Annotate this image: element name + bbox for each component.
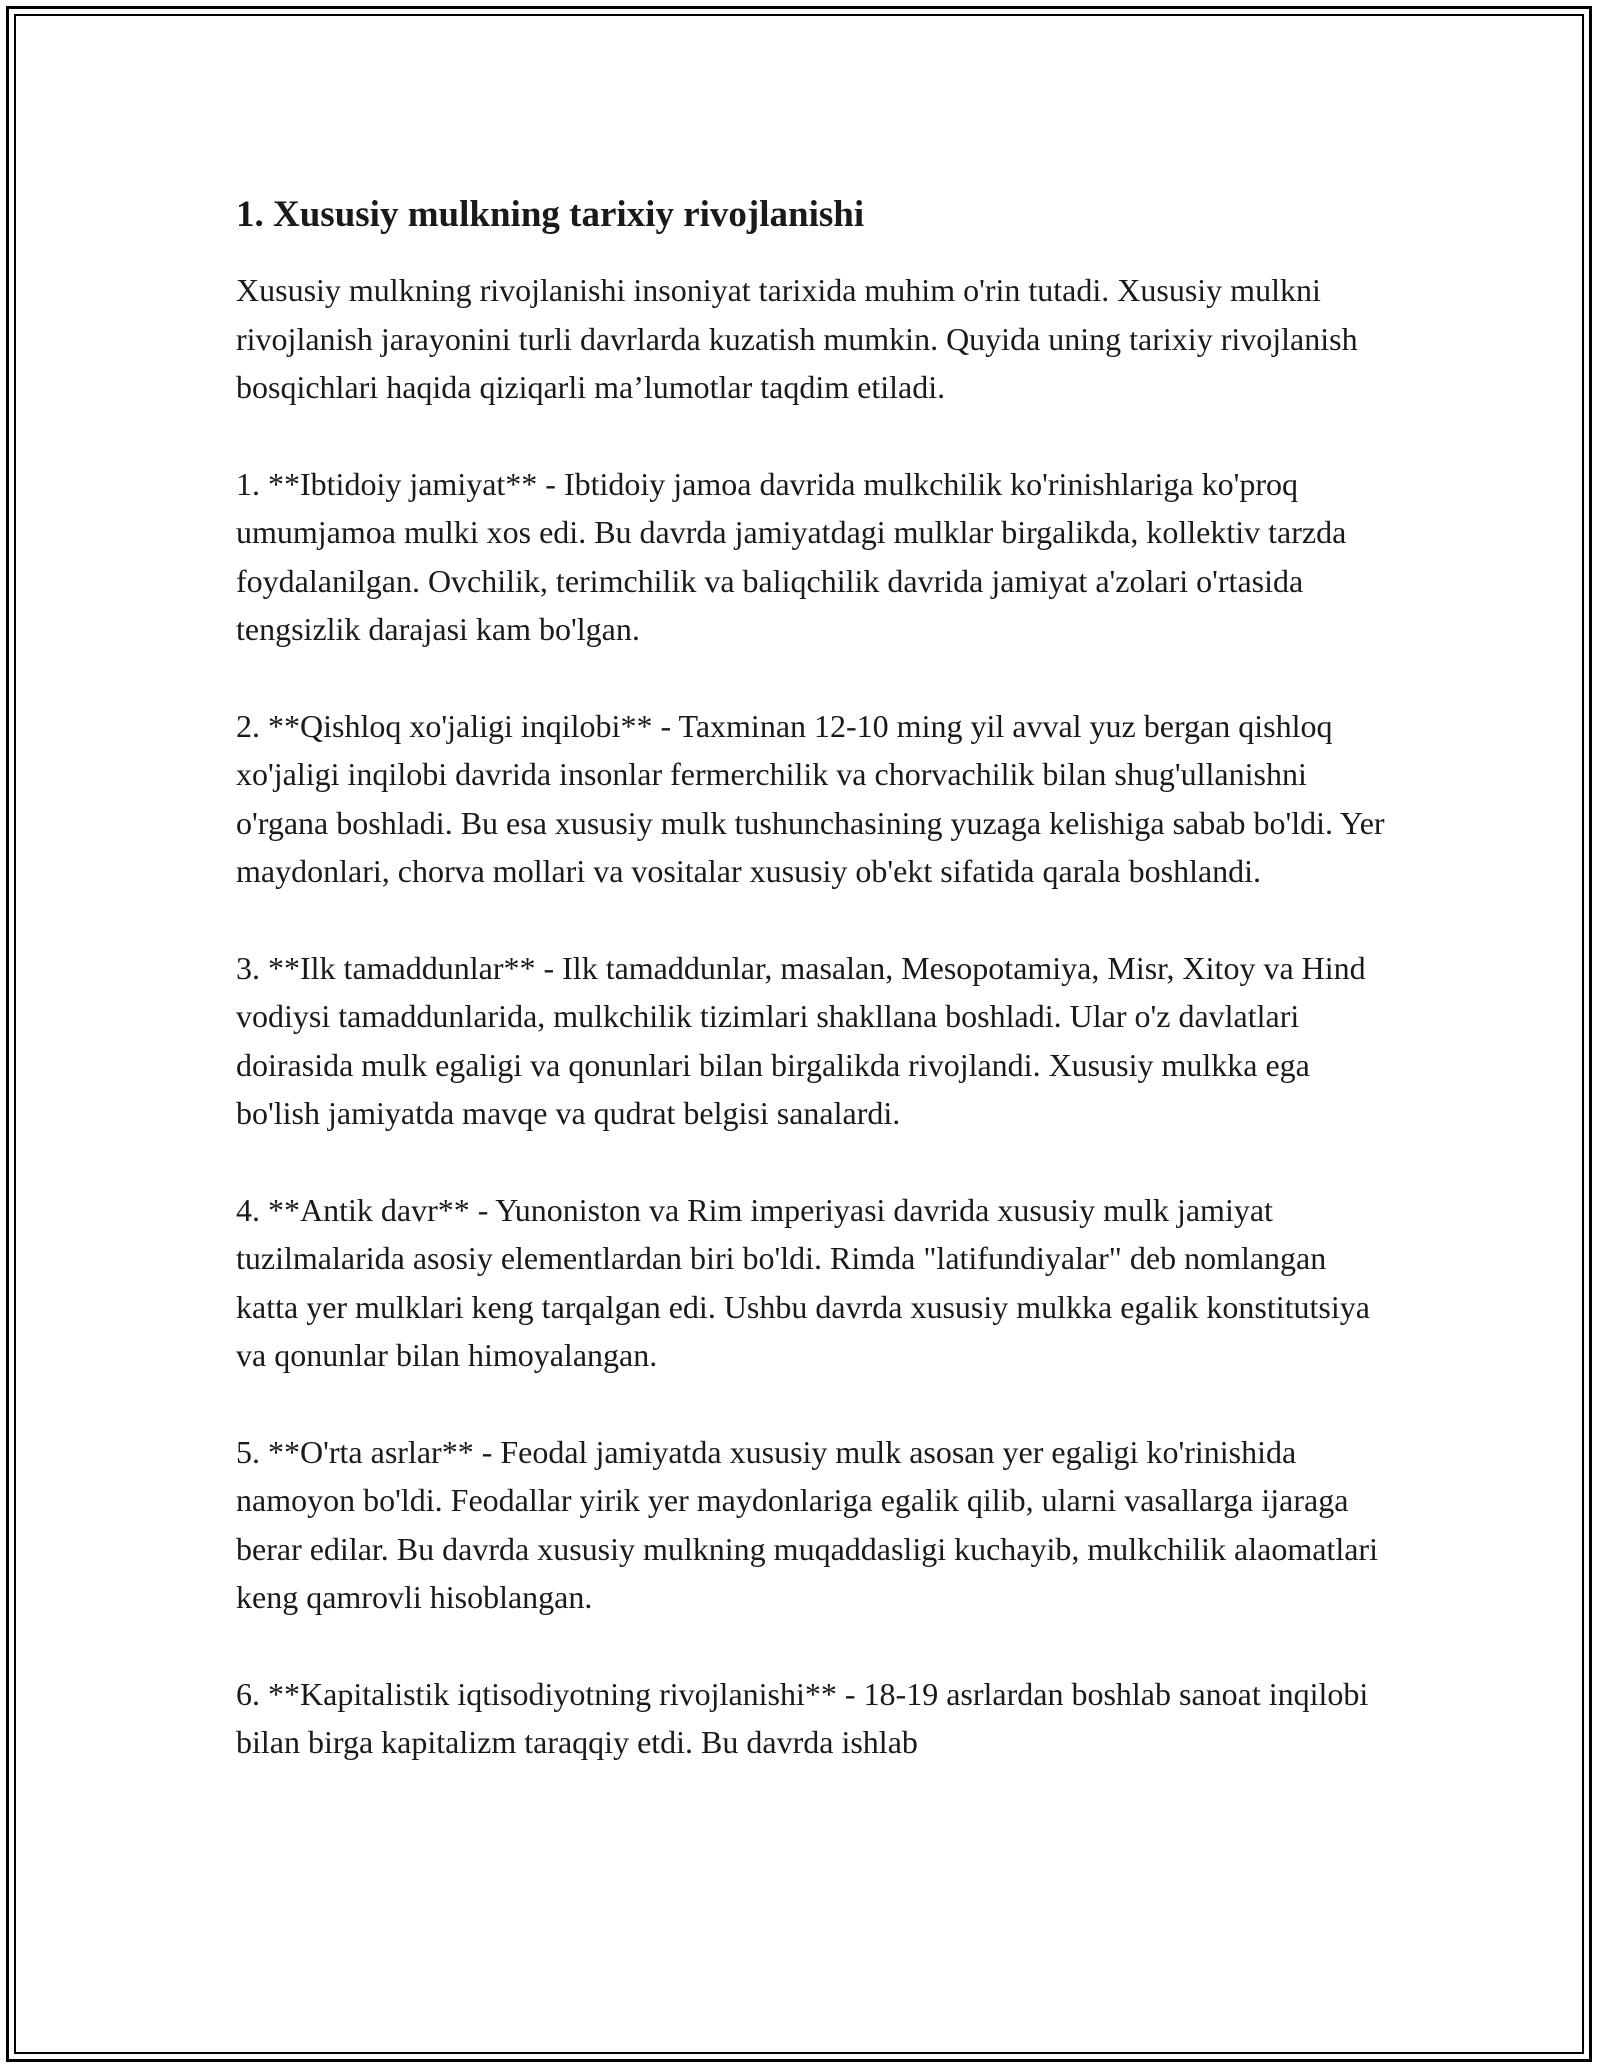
stage-paragraph-ilk-tamaddunlar: 3. **Ilk tamaddunlar** - Ilk tamaddunlar, masalan, Mesopotamiya, Misr, Xitoy va Hind vodiysi tamaddunlarida, mulkchilik tizimlari shakllana boshladi. Ular o'z davlatlari doirasida mulk egaligi va qonunlari bilan birgalikda rivojlandi. Xususiy mulkka ega bo'lish jamiyatda mavqe va qudrat belgisi sanalardi. [236,949,1366,1131]
stage-paragraph-orta-asrlar: 5. **O'rta asrlar** - Feodal jamiyatda xususiy mulk asosan yer egaligi ko'rinishida namoyon bo'ldi. Feodallar yirik yer maydonlariga egalik qilib, ularni vasallarga ijaraga berar edilar. Bu davrda xususiy mulkning muqaddasligi kuchayib, mulkchilik alaomatlari keng qamrovli hisoblangan. [236,1433,1378,1615]
stage-paragraph-antik-davr: 4. **Antik davr** - Yunoniston va Rim imperiyasi davrida xususiy mulk jamiyat tuzilmalarida asosiy elementlardan biri bo'ldi. Rimda "latifundiyalar" deb nomlangan katta yer mulklari keng tarqalgan edi. Ushbu davrda xususiy mulkka egalik konstitutsiya va qonunlar bilan himoyalangan. [236,1191,1370,1373]
stage-paragraph-kapitalizm: 6. **Kapitalistik iqtisodiyotning rivojlanishi** - 18-19 asrlardan boshlab sanoat inqilobi bilan birga kapitalizm taraqqiy etdi. Bu davrda ishlab [236,1675,1369,1760]
intro-paragraph: Xususiy mulkning rivojlanishi insoniyat tarixida muhim o'rin tutadi. Xususiy mulkni rivojlanish jarayonini turli davrlarda kuzatish mumkin. Quyida uning tarixiy rivojlanish bosqichlari haqida qiziqarli ma’lumotlar taqdim etiladi. [236,272,1358,405]
section-heading: 1. Xususiy mulkning tarixiy rivojlanishi [236,194,865,235]
stage-paragraph-qishloq-xojaligi: 2. **Qishloq xo'jaligi inqilobi** - Taxminan 12-10 ming yil avval yuz bergan qishloq xo'jaligi inqilobi davrida insonlar fermerchilik va chorvachilik bilan shug'ullanishni o'rgana boshladi. Bu esa xususiy mulk tushunchasining yuzaga kelishiga sabab bo'ldi. Yer maydonlari, chorva mollari va vositalar xususiy ob'ekt sifatida qarala boshlandi. [236,707,1385,889]
stage-paragraph-ibtidoiy-jamiyat: 1. **Ibtidoiy jamiyat** - Ibtidoiy jamoa davrida mulkchilik ko'rinishlariga ko'proq umumjamoa mulki xos edi. Bu davrda jamiyatdagi mulklar birgalikda, kollektiv tarzda foydalanilgan. Ovchilik, terimchilik va baliqchilik davrida jamiyat a'zolari o'rtasida tengsizlik darajasi kam bo'lgan. [236,465,1347,647]
document-body [236,186,1386,1815]
